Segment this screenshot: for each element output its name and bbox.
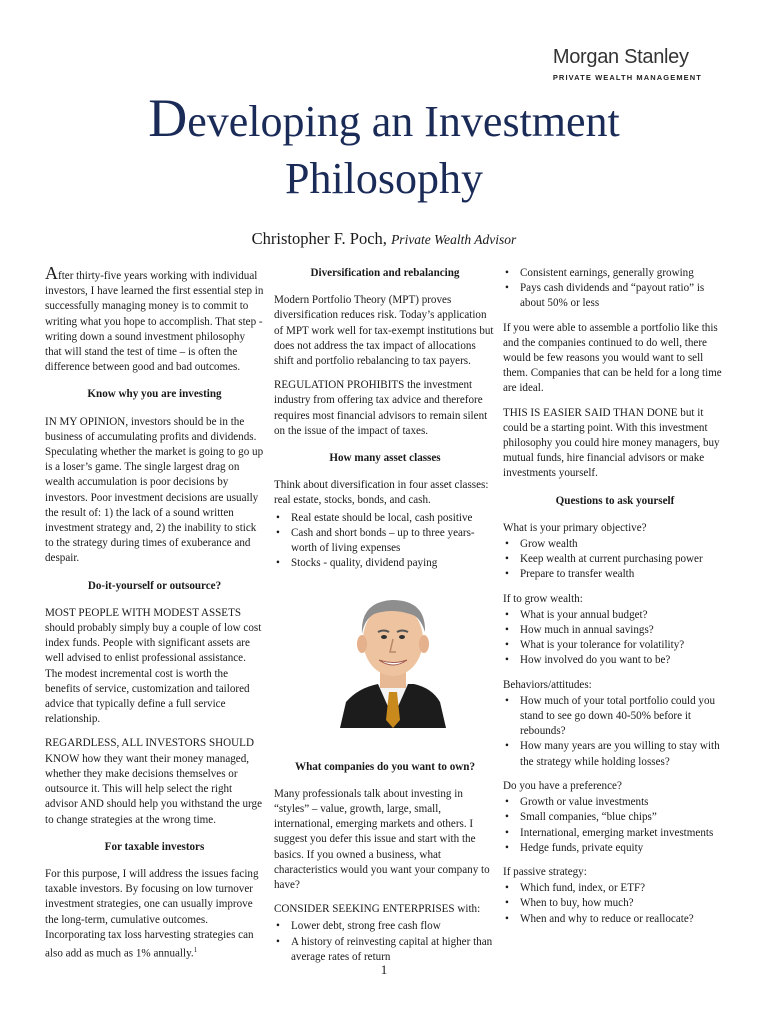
page-number: 1 bbox=[380, 962, 388, 977]
behaviors-list bbox=[503, 694, 727, 770]
list-item: • Lower debt, strong free cash flow bbox=[274, 919, 496, 934]
list-item: • Which fund, index, or ETF? bbox=[503, 881, 727, 896]
consider-list bbox=[274, 919, 496, 965]
taxable-paragraph bbox=[45, 867, 264, 962]
question-grow-wealth: If to grow wealth: bbox=[503, 592, 583, 605]
list-item: • What is your annual budget? bbox=[503, 608, 727, 623]
continued-list bbox=[503, 266, 727, 312]
footnote-marker: 1 bbox=[193, 945, 198, 954]
consider-paragraph: CONSIDER SEEKING ENTERPRISES with: bbox=[274, 903, 481, 916]
list-item: • A history of reinvesting capital at higher than average rates of return bbox=[274, 935, 496, 965]
asset-classes-list bbox=[274, 511, 496, 572]
list-item: • Cash and short bonds – up to three years-worth of living expenses bbox=[274, 526, 496, 556]
list-item: • Stocks - quality, dividend paying bbox=[274, 556, 496, 571]
intro-drop-cap: A bbox=[45, 263, 58, 283]
morgan-stanley-logo bbox=[553, 46, 702, 82]
logo-brand: Morgan Stanley bbox=[552, 46, 689, 68]
question-passive: If passive strategy: bbox=[503, 865, 587, 878]
list-item: • Grow wealth bbox=[503, 537, 727, 552]
question-preference: Do you have a preference? bbox=[503, 779, 622, 792]
title-line2: Philosophy bbox=[284, 154, 484, 203]
list-item: • Hedge funds, private equity bbox=[503, 841, 727, 856]
diversification-paragraph-1: Modern Portfolio Theory (MPT) proves diversification reduces risk. Today’s application of MPT work well for tax-exempt institutions but does not address the tax impact of allocations shift and portfolio rebalancing to tax payers. bbox=[274, 294, 494, 368]
title-line1: eveloping an Investment bbox=[187, 97, 620, 146]
heading-know-why: Know why you are investing bbox=[87, 388, 222, 401]
list-item: • How much of your total portfolio could you stand to see go down 40-50% before it rebounds? bbox=[503, 694, 727, 740]
author-name: Christopher F. Poch, bbox=[251, 229, 392, 248]
column-2 bbox=[274, 266, 496, 974]
column-1 bbox=[45, 263, 264, 971]
list-item: • What is your tolerance for volatility? bbox=[503, 638, 727, 653]
page-title bbox=[0, 90, 768, 207]
taxable-text: For this purpose, I will address the issues facing taxable investors. By focusing on low turnover investment strategies, one can usually improve the long-term, cumulative outcomes. Incorporating tax loss harvesting strategies can also add as much as 1% annually. bbox=[45, 867, 259, 960]
column-3 bbox=[503, 266, 727, 936]
list-item: • Real estate should be local, cash positive bbox=[274, 511, 496, 526]
heading-questions: Questions to ask yourself bbox=[555, 494, 675, 507]
diy-paragraph-2: REGARDLESS, ALL INVESTORS SHOULD KNOW how they want their money managed, whether they make decisions themselves or outsource it. This will help select the right advisor AND should help you withstand the urge to change strategies at the wrong time. bbox=[45, 737, 263, 826]
list-item: • Pays cash dividends and “payout ratio” is about 50% or less bbox=[503, 281, 727, 311]
asset-classes-paragraph: Think about diversification in four asset classes: real estate, stocks, bonds, and cash. bbox=[274, 479, 489, 507]
question-objective: What is your primary objective? bbox=[503, 521, 647, 534]
companies-paragraph: Many professionals talk about investing in “styles” – value, growth, large, small, international, emerging markets and others. I suggest you defer this issue and start with the basics. If you owned a business, what characteristics would you want your company to have? bbox=[274, 787, 490, 892]
grow-wealth-list bbox=[503, 608, 727, 669]
objective-list bbox=[503, 537, 727, 583]
intro-paragraph bbox=[45, 263, 264, 375]
easier-said-paragraph: THIS IS EASIER SAID THAN DONE but it could be a starting point. With this investment philosophy you could hire money managers, buy mutual funds, hire financial advisors or make investments yourself. bbox=[503, 406, 720, 480]
logo-subtitle: PRIVATE WEALTH MANAGEMENT bbox=[552, 73, 702, 82]
heading-diy: Do-it-yourself or outsource? bbox=[87, 579, 222, 592]
list-item: • Growth or value investments bbox=[503, 795, 727, 810]
intro-text: fter thirty-five years working with individual investors, I have learned the first essential step in successfully managing money is to commit to writing what you hope to accomplish. That step - writing down a sound investment philosophy that will stand the test of time – is often the difference between good and bad outcomes. bbox=[45, 270, 264, 374]
list-item: • How involved do you want to be? bbox=[503, 653, 727, 668]
list-item: • How many years are you willing to stay with the strategy while holding losses? bbox=[503, 739, 727, 769]
heading-asset-classes: How many asset classes bbox=[329, 452, 441, 465]
diversification-paragraph-2: REGULATION PROHIBITS the investment industry from offering tax advice and therefore requires most financial advisors to remain silent on the issue of the impact of taxes. bbox=[274, 379, 488, 437]
advisor-portrait-illustration bbox=[274, 592, 496, 728]
portfolio-paragraph: If you were able to assemble a portfolio like this and the companies continued to do well, there would be few reasons you would want to sell them. Companies that can be held for a long time are ideal. bbox=[503, 321, 722, 395]
know-why-paragraph: IN MY OPINION, investors should be in the business of accumulating profits and dividends. Speculating whether the market is going to go up is a loser’s game. The single largest drag on wealth accumulation is poor decisions by investors. Poor investment decisions are usually the result of: 1) the lack of a sound written investment strategy and, 2) the inability to stick to the strategy during times of exuberance and despair. bbox=[45, 415, 264, 565]
diy-paragraph-1: MOST PEOPLE WITH MODEST ASSETS should probably simply buy a couple of low cost index funds. People with significant assets are well advised to enlist professional assistance. The modest incremental cost is worth the benefits of service, customization and tailored advice that typically define a full service relationship. bbox=[45, 606, 262, 726]
question-behaviors: Behaviors/attitudes: bbox=[503, 678, 592, 691]
list-item: • Keep wealth at current purchasing power bbox=[503, 552, 727, 567]
heading-companies: What companies do you want to own? bbox=[295, 760, 475, 773]
preference-list bbox=[503, 795, 727, 856]
list-item: • How much in annual savings? bbox=[503, 623, 727, 638]
list-item: • Small companies, “blue chips” bbox=[503, 810, 727, 825]
list-item: • When to buy, how much? bbox=[503, 896, 727, 911]
passive-list bbox=[503, 881, 727, 927]
author-role: Private Wealth Advisor bbox=[391, 232, 517, 247]
list-item: • Consistent earnings, generally growing bbox=[503, 266, 727, 281]
title-first-letter: D bbox=[148, 88, 188, 148]
list-item: • When and why to reduce or reallocate? bbox=[503, 912, 727, 927]
heading-taxable: For taxable investors bbox=[104, 840, 205, 853]
list-item: • International, emerging market investments bbox=[503, 826, 727, 841]
list-item: • Prepare to transfer wealth bbox=[503, 567, 727, 582]
byline bbox=[0, 229, 768, 249]
heading-diversification: Diversification and rebalancing bbox=[310, 267, 460, 279]
